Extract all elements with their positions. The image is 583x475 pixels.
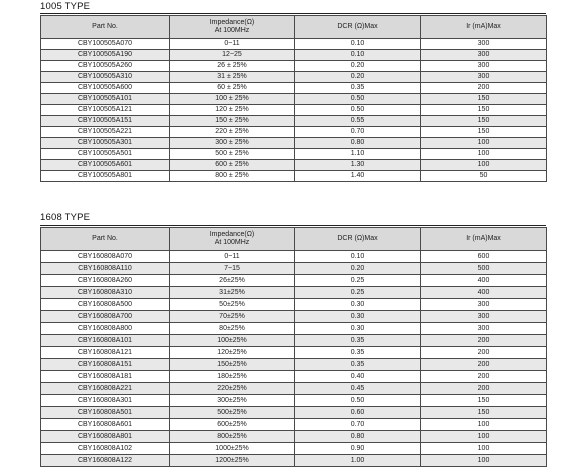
- cell-dcr: 0.50: [295, 94, 421, 105]
- cell-part-no: CBY100505A221: [41, 127, 170, 138]
- cell-impedance: 120±25%: [170, 347, 295, 359]
- cell-dcr: 0.80: [295, 431, 421, 443]
- cell-part-no: CBY160808A260: [41, 275, 170, 287]
- header-impedance: [170, 16, 295, 39]
- table-row: [41, 127, 547, 138]
- cell-impedance: 150 ± 25%: [170, 116, 295, 127]
- table-row: [41, 407, 547, 419]
- cell-ir: 200: [421, 371, 547, 383]
- cell-ir: 300: [421, 311, 547, 323]
- cell-dcr: 0.20: [295, 263, 421, 275]
- table-row: [41, 39, 547, 50]
- cell-impedance: 31 ± 25%: [170, 72, 295, 83]
- table-row: [41, 83, 547, 94]
- cell-part-no: CBY160808A121: [41, 347, 170, 359]
- cell-impedance: 300 ± 25%: [170, 138, 295, 149]
- cell-dcr: 0.10: [295, 39, 421, 50]
- table-row: [41, 263, 547, 275]
- cell-ir: 300: [421, 50, 547, 61]
- cell-ir: 600: [421, 251, 547, 263]
- cell-part-no: CBY100505A310: [41, 72, 170, 83]
- cell-impedance: 100 ± 25%: [170, 94, 295, 105]
- table-header-row: [41, 16, 547, 39]
- cell-dcr: 0.10: [295, 251, 421, 263]
- cell-dcr: 0.10: [295, 50, 421, 61]
- table-row: [41, 443, 547, 455]
- cell-impedance: 7~15: [170, 263, 295, 275]
- cell-part-no: CBY160808A122: [41, 455, 170, 467]
- table-row: [41, 50, 547, 61]
- cell-part-no: CBY100505A501: [41, 149, 170, 160]
- cell-ir: 150: [421, 407, 547, 419]
- cell-dcr: 0.80: [295, 138, 421, 149]
- cell-impedance: 100±25%: [170, 335, 295, 347]
- section-divider-1608: [40, 225, 546, 226]
- spec-table-1005: [40, 15, 547, 182]
- cell-part-no: CBY160808A102: [41, 443, 170, 455]
- cell-part-no: CBY160808A301: [41, 395, 170, 407]
- table-row: [41, 61, 547, 72]
- table-body-1005: [41, 39, 547, 182]
- cell-ir: 100: [421, 419, 547, 431]
- table-row: [41, 138, 547, 149]
- cell-ir: 300: [421, 299, 547, 311]
- cell-impedance: 26±25%: [170, 275, 295, 287]
- cell-part-no: CBY160808A181: [41, 371, 170, 383]
- cell-impedance: 0~11: [170, 39, 295, 50]
- cell-dcr: 1.30: [295, 160, 421, 171]
- cell-dcr: 0.60: [295, 407, 421, 419]
- cell-impedance: 180±25%: [170, 371, 295, 383]
- table-row: [41, 455, 547, 467]
- cell-impedance: 800±25%: [170, 431, 295, 443]
- cell-dcr: 0.45: [295, 383, 421, 395]
- cell-part-no: CBY100505A260: [41, 61, 170, 72]
- cell-ir: 100: [421, 149, 547, 160]
- cell-part-no: CBY160808A601: [41, 419, 170, 431]
- cell-dcr: 1.10: [295, 149, 421, 160]
- cell-part-no: CBY100505A070: [41, 39, 170, 50]
- cell-impedance: 300±25%: [170, 395, 295, 407]
- table-row: [41, 72, 547, 83]
- cell-dcr: 0.30: [295, 311, 421, 323]
- cell-ir: 150: [421, 94, 547, 105]
- table-row: [41, 431, 547, 443]
- cell-ir: 100: [421, 455, 547, 467]
- table-body-1608: [41, 251, 547, 467]
- table-row: [41, 335, 547, 347]
- cell-part-no: CBY160808A310: [41, 287, 170, 299]
- header-impedance-freq: At 100MHz: [214, 239, 250, 246]
- cell-dcr: 1.40: [295, 171, 421, 182]
- cell-impedance: 600 ± 25%: [170, 160, 295, 171]
- cell-impedance: 120 ± 25%: [170, 105, 295, 116]
- cell-dcr: 0.90: [295, 443, 421, 455]
- table-row: [41, 371, 547, 383]
- cell-ir: 200: [421, 335, 547, 347]
- table-row: [41, 94, 547, 105]
- cell-part-no: CBY160808A801: [41, 431, 170, 443]
- cell-impedance: 60 ± 25%: [170, 83, 295, 94]
- header-dcr: DCR (Ω)Max: [295, 228, 421, 251]
- cell-part-no: CBY160808A101: [41, 335, 170, 347]
- spec-table-1608: [40, 227, 547, 467]
- table-row: [41, 105, 547, 116]
- table-row: [41, 383, 547, 395]
- cell-ir: 200: [421, 347, 547, 359]
- cell-ir: 100: [421, 443, 547, 455]
- cell-ir: 100: [421, 431, 547, 443]
- table-row: [41, 323, 547, 335]
- section-title-1608: 1608 TYPE: [40, 212, 91, 223]
- cell-part-no: CBY160808A500: [41, 299, 170, 311]
- cell-ir: 300: [421, 323, 547, 335]
- cell-ir: 150: [421, 127, 547, 138]
- cell-part-no: CBY100505A190: [41, 50, 170, 61]
- cell-dcr: 0.50: [295, 395, 421, 407]
- cell-impedance: 500±25%: [170, 407, 295, 419]
- cell-dcr: 0.70: [295, 419, 421, 431]
- cell-dcr: 0.20: [295, 61, 421, 72]
- cell-part-no: CBY100505A151: [41, 116, 170, 127]
- cell-dcr: 0.30: [295, 323, 421, 335]
- header-impedance: [170, 228, 295, 251]
- cell-impedance: 1200±25%: [170, 455, 295, 467]
- cell-dcr: 0.50: [295, 105, 421, 116]
- cell-part-no: CBY160808A800: [41, 323, 170, 335]
- cell-ir: 150: [421, 116, 547, 127]
- cell-part-no: CBY160808A501: [41, 407, 170, 419]
- cell-impedance: 70±25%: [170, 311, 295, 323]
- table-row: [41, 395, 547, 407]
- cell-impedance: 220±25%: [170, 383, 295, 395]
- header-part-no: Part No.: [41, 16, 170, 39]
- cell-ir: 500: [421, 263, 547, 275]
- cell-impedance: 12~25: [170, 50, 295, 61]
- cell-ir: 200: [421, 83, 547, 94]
- cell-ir: 100: [421, 160, 547, 171]
- cell-impedance: 26 ± 25%: [170, 61, 295, 72]
- cell-impedance: 80±25%: [170, 323, 295, 335]
- cell-dcr: 0.35: [295, 347, 421, 359]
- table-row: [41, 359, 547, 371]
- cell-dcr: 0.35: [295, 83, 421, 94]
- header-impedance-label: Impedance(Ω): [209, 19, 255, 26]
- table-row: [41, 116, 547, 127]
- cell-impedance: 31±25%: [170, 287, 295, 299]
- header-part-no: Part No.: [41, 228, 170, 251]
- cell-part-no: CBY100505A600: [41, 83, 170, 94]
- cell-dcr: 0.25: [295, 287, 421, 299]
- cell-part-no: CBY100505A801: [41, 171, 170, 182]
- cell-ir: 50: [421, 171, 547, 182]
- header-ir: Ir (mA)Max: [421, 228, 547, 251]
- cell-ir: 100: [421, 138, 547, 149]
- header-ir: Ir (mA)Max: [421, 16, 547, 39]
- cell-dcr: 1.00: [295, 455, 421, 467]
- cell-ir: 200: [421, 383, 547, 395]
- cell-ir: 300: [421, 72, 547, 83]
- section-title-1005: 1005 TYPE: [40, 1, 91, 12]
- header-dcr: DCR (Ω)Max: [295, 16, 421, 39]
- table-row: [41, 149, 547, 160]
- cell-ir: 300: [421, 61, 547, 72]
- table-row: [41, 347, 547, 359]
- cell-ir: 400: [421, 275, 547, 287]
- cell-impedance: 600±25%: [170, 419, 295, 431]
- cell-impedance: 150±25%: [170, 359, 295, 371]
- table-row: [41, 311, 547, 323]
- table-row: [41, 160, 547, 171]
- cell-part-no: CBY160808A700: [41, 311, 170, 323]
- table-row: [41, 251, 547, 263]
- cell-impedance: 0~11: [170, 251, 295, 263]
- cell-ir: 400: [421, 287, 547, 299]
- cell-ir: 200: [421, 359, 547, 371]
- table-row: [41, 299, 547, 311]
- header-impedance-freq: At 100MHz: [214, 27, 250, 34]
- cell-impedance: 1000±25%: [170, 443, 295, 455]
- cell-part-no: CBY100505A101: [41, 94, 170, 105]
- section-divider-1005: [40, 13, 546, 14]
- table-row: [41, 171, 547, 182]
- table-row: [41, 275, 547, 287]
- cell-part-no: CBY160808A151: [41, 359, 170, 371]
- cell-part-no: CBY100505A121: [41, 105, 170, 116]
- cell-impedance: 220 ± 25%: [170, 127, 295, 138]
- cell-part-no: CBY160808A110: [41, 263, 170, 275]
- table-row: [41, 419, 547, 431]
- cell-impedance: 50±25%: [170, 299, 295, 311]
- cell-dcr: 0.55: [295, 116, 421, 127]
- cell-part-no: CBY160808A070: [41, 251, 170, 263]
- cell-part-no: CBY100505A601: [41, 160, 170, 171]
- cell-part-no: CBY100505A301: [41, 138, 170, 149]
- cell-dcr: 0.70: [295, 127, 421, 138]
- cell-dcr: 0.35: [295, 359, 421, 371]
- table-header-row: [41, 228, 547, 251]
- cell-dcr: 0.35: [295, 335, 421, 347]
- cell-impedance: 800 ± 25%: [170, 171, 295, 182]
- header-impedance-label: Impedance(Ω): [209, 231, 255, 238]
- cell-dcr: 0.30: [295, 299, 421, 311]
- cell-ir: 300: [421, 39, 547, 50]
- table-row: [41, 287, 547, 299]
- cell-ir: 150: [421, 105, 547, 116]
- cell-part-no: CBY160808A221: [41, 383, 170, 395]
- cell-dcr: 0.40: [295, 371, 421, 383]
- cell-dcr: 0.20: [295, 72, 421, 83]
- cell-impedance: 500 ± 25%: [170, 149, 295, 160]
- cell-ir: 150: [421, 395, 547, 407]
- cell-dcr: 0.25: [295, 275, 421, 287]
